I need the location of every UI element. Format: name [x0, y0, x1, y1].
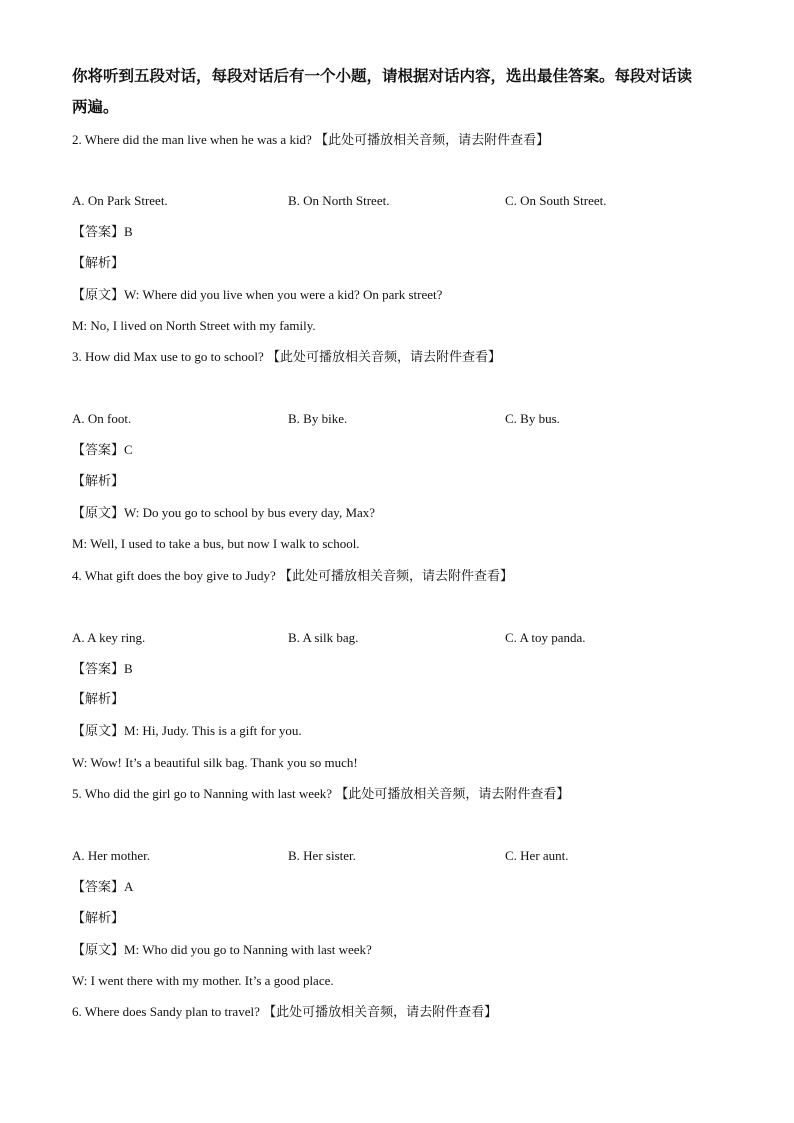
question-6-stem	[72, 1004, 497, 1021]
question-2-answer	[72, 224, 133, 241]
question-3-transcript-1	[72, 505, 375, 522]
question-2-analysis-label: 【解析】	[72, 256, 125, 271]
question-4-option-c: C. A toy panda.	[505, 630, 586, 645]
transcript-text: M: Hi, Judy. This is a gift for you.	[124, 723, 302, 738]
transcript-text: W: Do you go to school by bus every day, Max?	[124, 505, 376, 520]
question-5-option-c: C. Her aunt.	[505, 848, 569, 863]
answer-value: B	[124, 661, 133, 676]
question-5-option-a: A. Her mother.	[72, 848, 150, 863]
question-5-answer	[72, 879, 133, 896]
question-2-stem	[72, 132, 549, 149]
question-2-option-b: B. On North Street.	[288, 193, 390, 208]
question-4-option-b: B. A silk bag.	[288, 630, 359, 645]
answer-label: 【答案】	[72, 662, 125, 677]
question-4-transcript-1	[72, 723, 302, 740]
question-4-answer	[72, 661, 133, 678]
audio-note: 【此处可播放相关音频，请去附件查看】	[279, 569, 514, 584]
audio-note: 【此处可播放相关音频，请去附件查看】	[266, 350, 501, 365]
answer-label: 【答案】	[72, 225, 125, 240]
question-3-transcript-2: M: Well, I used to take a bus, but now I walk to school.	[72, 536, 360, 551]
transcript-label: 【原文】	[72, 506, 125, 521]
question-2-transcript-1	[72, 287, 442, 304]
question-stem: 5. Who did the girl go to Nanning with last week?	[72, 786, 333, 801]
answer-label: 【答案】	[72, 443, 125, 458]
question-5-option-b: B. Her sister.	[288, 848, 356, 863]
transcript-text: W: Where did you live when you were a kid? On park street?	[124, 287, 443, 302]
answer-value: B	[124, 224, 133, 239]
instructions-line-2: 两遍。	[72, 98, 119, 116]
question-5-transcript-2: W: I went there with my mother. It’s a good place.	[72, 973, 334, 988]
question-stem: 4. What gift does the boy give to Judy?	[72, 568, 276, 583]
question-5-analysis-label: 【解析】	[72, 911, 125, 926]
question-3-stem	[72, 349, 501, 366]
transcript-label: 【原文】	[72, 943, 125, 958]
question-stem: 2. Where did the man live when he was a kid?	[72, 132, 312, 147]
question-2-option-a: A. On Park Street.	[72, 193, 168, 208]
answer-value: A	[124, 879, 134, 894]
transcript-label: 【原文】	[72, 724, 125, 739]
question-3-analysis-label: 【解析】	[72, 474, 125, 489]
question-5-transcript-1	[72, 942, 372, 959]
question-5-stem	[72, 786, 569, 803]
question-stem: 3. How did Max use to go to school?	[72, 349, 264, 364]
question-2-option-c: C. On South Street.	[505, 193, 607, 208]
answer-value: C	[124, 442, 133, 457]
question-4-analysis-label: 【解析】	[72, 692, 125, 707]
question-4-transcript-2: W: Wow! It’s a beautiful silk bag. Thank you so much!	[72, 755, 358, 770]
audio-note: 【此处可播放相关音频，请去附件查看】	[335, 787, 570, 802]
question-4-option-a: A. A key ring.	[72, 630, 146, 645]
audio-note: 【此处可播放相关音频，请去附件查看】	[315, 133, 550, 148]
question-3-option-a: A. On foot.	[72, 411, 132, 426]
question-stem: 6. Where does Sandy plan to travel?	[72, 1004, 260, 1019]
instructions-line-1: 你将听到五段对话，每段对话后有一个小题，请根据对话内容，选出最佳答案。每段对话读	[72, 67, 693, 85]
question-3-answer	[72, 442, 133, 459]
question-2-transcript-2: M: No, I lived on North Street with my family.	[72, 318, 316, 333]
question-4-stem	[72, 568, 513, 585]
audio-note: 【此处可播放相关音频，请去附件查看】	[263, 1005, 498, 1020]
question-3-option-c: C. By bus.	[505, 411, 560, 426]
answer-label: 【答案】	[72, 880, 125, 895]
transcript-text: M: Who did you go to Nanning with last week?	[124, 942, 372, 957]
transcript-label: 【原文】	[72, 288, 125, 303]
question-3-option-b: B. By bike.	[288, 411, 348, 426]
